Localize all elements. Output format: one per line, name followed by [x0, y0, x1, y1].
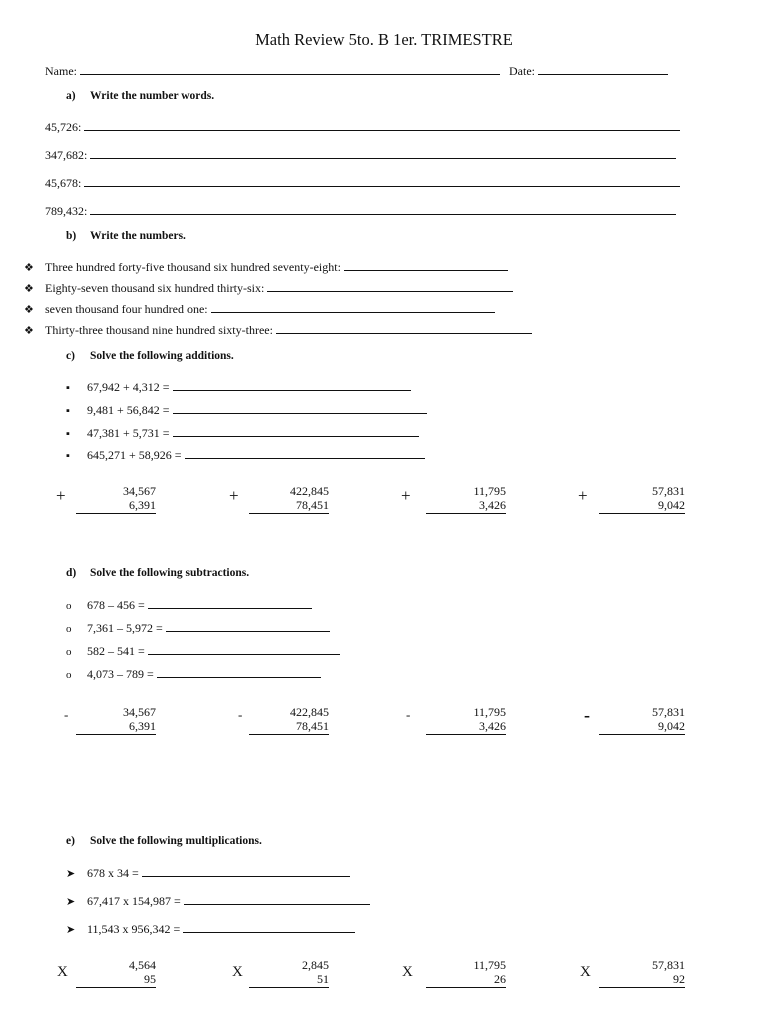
list-item — [66, 596, 312, 613]
plus-icon: + — [56, 486, 66, 505]
product-line — [76, 987, 156, 988]
sum-line — [76, 513, 156, 514]
list-item — [66, 920, 355, 937]
vertical-subtraction — [426, 705, 506, 741]
top-number: 57,831 — [652, 958, 685, 972]
top-number: 34,567 — [123, 705, 156, 719]
multiply-icon: X — [232, 964, 243, 980]
vertical-addition — [249, 484, 329, 520]
page-title: Math Review 5to. B 1er. TRIMESTRE — [255, 30, 513, 49]
arrow-bullet-icon: ➤ — [66, 868, 76, 880]
top-number: 34,567 — [123, 484, 156, 498]
multiply-icon: X — [580, 964, 591, 980]
answer-line[interactable] — [84, 174, 680, 187]
top-number: 4,564 — [129, 958, 156, 972]
list-item — [66, 401, 427, 418]
bottom-number: 26 — [494, 972, 506, 986]
multiply-icon: X — [57, 964, 68, 980]
circle-bullet-icon: o — [66, 623, 72, 635]
answer-line[interactable] — [184, 892, 370, 905]
plus-icon: + — [578, 486, 588, 505]
sum-line — [426, 513, 506, 514]
sum-line — [249, 513, 329, 514]
difference-line — [76, 734, 156, 735]
vertical-subtraction — [76, 705, 156, 741]
answer-line[interactable] — [157, 665, 321, 678]
equation: 47,381 + 5,731 = — [87, 426, 170, 440]
answer-line[interactable] — [173, 424, 419, 437]
item-text: Eighty-seven thousand six hundred thirty-six: — [45, 281, 265, 295]
equation: 9,481 + 56,842 = — [87, 403, 170, 417]
bottom-number: 51 — [317, 972, 329, 986]
bottom-number: 3,426 — [479, 719, 506, 733]
list-item — [45, 118, 680, 135]
top-number: 57,831 — [652, 484, 685, 498]
list-item — [66, 864, 350, 881]
name-label: Name: — [45, 64, 77, 78]
equation: 67,417 x 154,987 = — [87, 894, 181, 908]
list-item — [24, 300, 495, 317]
square-bullet-icon: ▪ — [66, 428, 70, 440]
bottom-number: 6,391 — [129, 498, 156, 512]
square-bullet-icon: ▪ — [66, 382, 70, 394]
vertical-addition — [426, 484, 506, 520]
top-number: 422,845 — [290, 705, 329, 719]
arrow-bullet-icon: ➤ — [66, 896, 76, 908]
sum-line — [599, 513, 685, 514]
section-a-heading — [66, 90, 214, 102]
minus-icon: - — [406, 707, 411, 722]
top-number: 11,795 — [473, 958, 506, 972]
difference-line — [599, 734, 685, 735]
section-b-heading — [66, 230, 186, 242]
answer-line[interactable] — [142, 864, 350, 877]
product-line — [249, 987, 329, 988]
diamond-bullet-icon: ❖ — [24, 325, 34, 337]
bottom-number: 6,391 — [129, 719, 156, 733]
date-field[interactable] — [538, 62, 668, 75]
section-d-tag: d) — [66, 567, 77, 579]
bottom-number: 95 — [144, 972, 156, 986]
name-date-row — [45, 62, 668, 79]
vertical-multiplication — [76, 958, 156, 994]
section-d-heading — [66, 567, 249, 579]
product-line — [599, 987, 685, 988]
answer-line[interactable] — [166, 619, 330, 632]
number-label: 45,678: — [45, 176, 82, 190]
answer-line[interactable] — [185, 446, 425, 459]
list-item — [66, 892, 370, 909]
list-item — [45, 146, 676, 163]
section-e-tag: e) — [66, 835, 75, 847]
vertical-multiplication — [426, 958, 506, 994]
equation: 4,073 – 789 = — [87, 667, 154, 681]
list-item — [24, 279, 513, 296]
answer-line[interactable] — [173, 378, 411, 391]
number-label: 45,726: — [45, 120, 82, 134]
answer-line[interactable] — [173, 401, 427, 414]
equation: 645,271 + 58,926 = — [87, 448, 182, 462]
minus-icon: - — [64, 707, 69, 722]
answer-line[interactable] — [211, 300, 495, 313]
difference-line — [426, 734, 506, 735]
section-b-title: Write the numbers. — [90, 230, 186, 242]
equation: 582 – 541 = — [87, 644, 145, 658]
answer-line[interactable] — [276, 321, 532, 334]
top-number: 11,795 — [473, 484, 506, 498]
list-item — [66, 619, 330, 636]
vertical-multiplication — [599, 958, 685, 994]
bottom-number: 9,042 — [658, 719, 685, 733]
list-item — [24, 321, 532, 338]
list-item — [45, 174, 680, 191]
list-item — [66, 642, 340, 659]
section-c-title: Solve the following additions. — [90, 350, 234, 362]
equation: 11,543 x 956,342 = — [87, 922, 181, 936]
section-b-tag: b) — [66, 230, 77, 242]
list-item — [66, 446, 425, 463]
difference-line — [249, 734, 329, 735]
answer-line[interactable] — [90, 146, 676, 159]
answer-line[interactable] — [84, 118, 680, 131]
vertical-addition — [76, 484, 156, 520]
vertical-subtraction — [249, 705, 329, 741]
section-e-heading — [66, 835, 262, 847]
minus-icon: - — [238, 707, 243, 722]
equation: 678 – 456 = — [87, 598, 145, 612]
list-item — [45, 202, 676, 219]
diamond-bullet-icon: ❖ — [24, 283, 34, 295]
diamond-bullet-icon: ❖ — [24, 304, 34, 316]
bottom-number: 78,451 — [296, 498, 329, 512]
vertical-multiplication — [249, 958, 329, 994]
circle-bullet-icon: o — [66, 600, 72, 612]
bottom-number: 92 — [673, 972, 685, 986]
product-line — [426, 987, 506, 988]
list-item — [66, 378, 411, 395]
bottom-number: 9,042 — [658, 498, 685, 512]
vertical-subtraction — [599, 705, 685, 741]
multiply-icon: X — [402, 964, 413, 980]
plus-icon: + — [401, 486, 411, 505]
circle-bullet-icon: o — [66, 669, 72, 681]
answer-line[interactable] — [267, 279, 513, 292]
diamond-bullet-icon: ❖ — [24, 262, 34, 274]
name-field[interactable] — [80, 62, 500, 75]
answer-line[interactable] — [148, 596, 312, 609]
arrow-bullet-icon: ➤ — [66, 924, 76, 936]
section-a-title: Write the number words. — [90, 90, 215, 102]
number-label: 347,682: — [45, 148, 88, 162]
date-label: Date: — [509, 64, 535, 78]
equation: 67,942 + 4,312 = — [87, 380, 170, 394]
item-text: Thirty-three thousand nine hundred sixty-three: — [45, 323, 273, 337]
top-number: 57,831 — [652, 705, 685, 719]
equation: 678 x 34 = — [87, 866, 139, 880]
square-bullet-icon: ▪ — [66, 405, 70, 417]
top-number: 422,845 — [290, 484, 329, 498]
vertical-addition — [599, 484, 685, 520]
answer-line[interactable] — [148, 642, 340, 655]
bottom-number: 78,451 — [296, 719, 329, 733]
number-label: 789,432: — [45, 204, 88, 218]
answer-line[interactable] — [90, 202, 676, 215]
equation: 7,361 – 5,972 = — [87, 621, 163, 635]
top-number: 2,845 — [302, 958, 329, 972]
top-number: 11,795 — [473, 705, 506, 719]
section-a-tag: a) — [66, 90, 76, 102]
square-bullet-icon: ▪ — [66, 450, 70, 462]
list-item — [66, 665, 321, 682]
circle-bullet-icon: o — [66, 646, 72, 658]
plus-icon: + — [229, 486, 239, 505]
answer-line[interactable] — [344, 258, 508, 271]
section-c-heading — [66, 350, 234, 362]
section-e-title: Solve the following multiplications. — [90, 835, 262, 847]
answer-line[interactable] — [183, 920, 355, 933]
minus-icon: - — [584, 705, 590, 725]
section-c-tag: c) — [66, 350, 75, 362]
item-text: Three hundred forty-five thousand six hundred seventy-eight: — [45, 260, 341, 274]
section-d-title: Solve the following subtractions. — [90, 567, 250, 579]
list-item — [24, 258, 508, 275]
list-item — [66, 424, 419, 441]
bottom-number: 3,426 — [479, 498, 506, 512]
item-text: seven thousand four hundred one: — [45, 302, 208, 316]
